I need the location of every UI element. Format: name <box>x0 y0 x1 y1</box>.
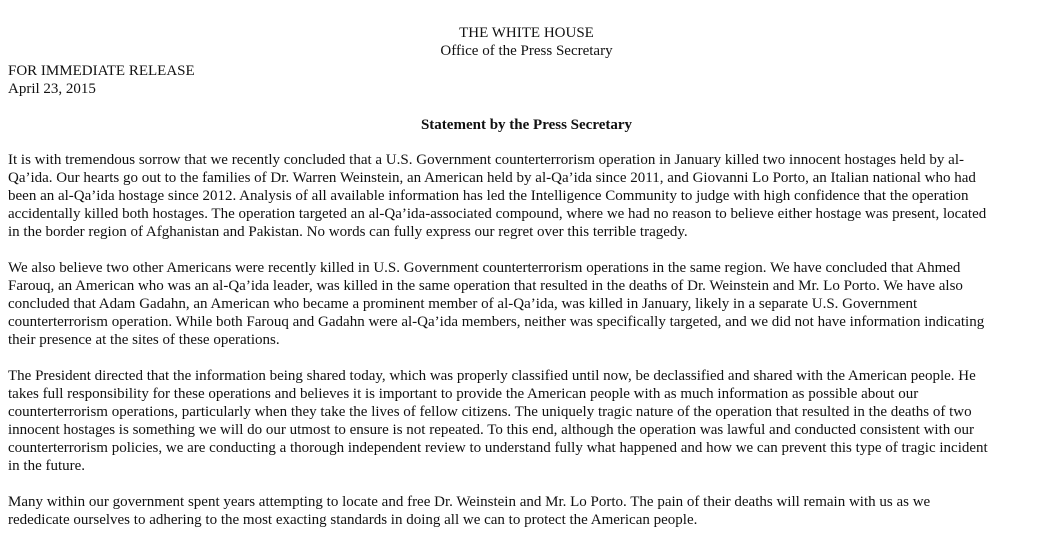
paragraph-line: The President directed that the information being shared today, which was properly classified until now, be declassified and shared with the American people. He <box>8 368 976 384</box>
paragraph-line: rededicate ourselves to adhering to the most exacting standards in doing all we can to protect the American people. <box>8 512 698 528</box>
paragraph-line: concluded that Adam Gadahn, an American who became a prominent member of al-Qa’ida, was killed in January, likely in a separate U.S. Government <box>8 296 918 312</box>
document-header <box>0 24 1053 60</box>
release-label: FOR IMMEDIATE RELEASE <box>8 63 195 79</box>
header-office: Office of the Press Secretary <box>440 43 613 59</box>
paragraph-2 <box>8 259 1048 349</box>
paragraph-line: It is with tremendous sorrow that we recently concluded that a U.S. Government counterterrorism operation in January killed two innocent hostages held by al- <box>8 152 964 168</box>
release-info <box>8 62 195 98</box>
paragraph-line: counterterrorism operation. While both Farouq and Gadahn were al-Qa’ida members, neither was specifically targeted, and we did not have information indicating <box>8 314 985 330</box>
paragraph-3 <box>8 367 1048 475</box>
paragraph-line: Qa’ida. Our hearts go out to the families of Dr. Warren Weinstein, an American held by al-Qa’ida since 2011, and Giovanni Lo Porto, an Italian national who had <box>8 170 976 186</box>
paragraph-line: innocent hostages is something we will do our utmost to ensure is not repeated. To this end, although the operation was lawful and conducted consistent with our <box>8 422 974 438</box>
paragraph-line: their presence at the sites of these operations. <box>8 332 280 348</box>
paragraph-line: been an al-Qa’ida hostage since 2012. Analysis of all available information has led the Intelligence Community to judge with high confidence that the operation <box>8 188 969 204</box>
header-org: THE WHITE HOUSE <box>459 25 594 41</box>
paragraph-4 <box>8 493 1048 529</box>
paragraph-line: Many within our government spent years attempting to locate and free Dr. Weinstein and Mr. Lo Porto. The pain of their deaths will remain with us as we <box>8 494 931 510</box>
paragraph-line: We also believe two other Americans were recently killed in U.S. Government counterterrorism operations in the same region. We have concluded that Ahmed <box>8 260 961 276</box>
paragraph-line: counterterrorism operations, particularly when they take the lives of fellow citizens. The uniquely tragic nature of the operation that resulted in the deaths of two <box>8 404 972 420</box>
paragraph-line: accidentally killed both hostages. The operation targeted an al-Qa’ida-associated compound, where we had no reason to believe either hostage was present, located <box>8 206 987 222</box>
paragraph-line: in the future. <box>8 458 86 474</box>
paragraph-line: in the border region of Afghanistan and Pakistan. No words can fully express our regret over this terrible tragedy. <box>8 224 688 240</box>
paragraph-line: counterterrorism policies, we are conducting a thorough independent review to understand fully what happened and how we can prevent this type of tragic incident <box>8 440 988 456</box>
paragraph-1 <box>8 151 1048 241</box>
statement-body <box>8 151 1048 547</box>
statement-title: Statement by the Press Secretary <box>420 117 633 133</box>
paragraph-line: Farouq, an American who was an al-Qa’ida leader, was killed in the same operation that resulted in the deaths of Dr. Weinstein and Mr. Lo Porto. We have also <box>8 278 963 294</box>
release-date: April 23, 2015 <box>8 81 96 97</box>
paragraph-line: takes full responsibility for these operations and believes it is important to provide the American people with as much information as possible about our <box>8 386 919 402</box>
